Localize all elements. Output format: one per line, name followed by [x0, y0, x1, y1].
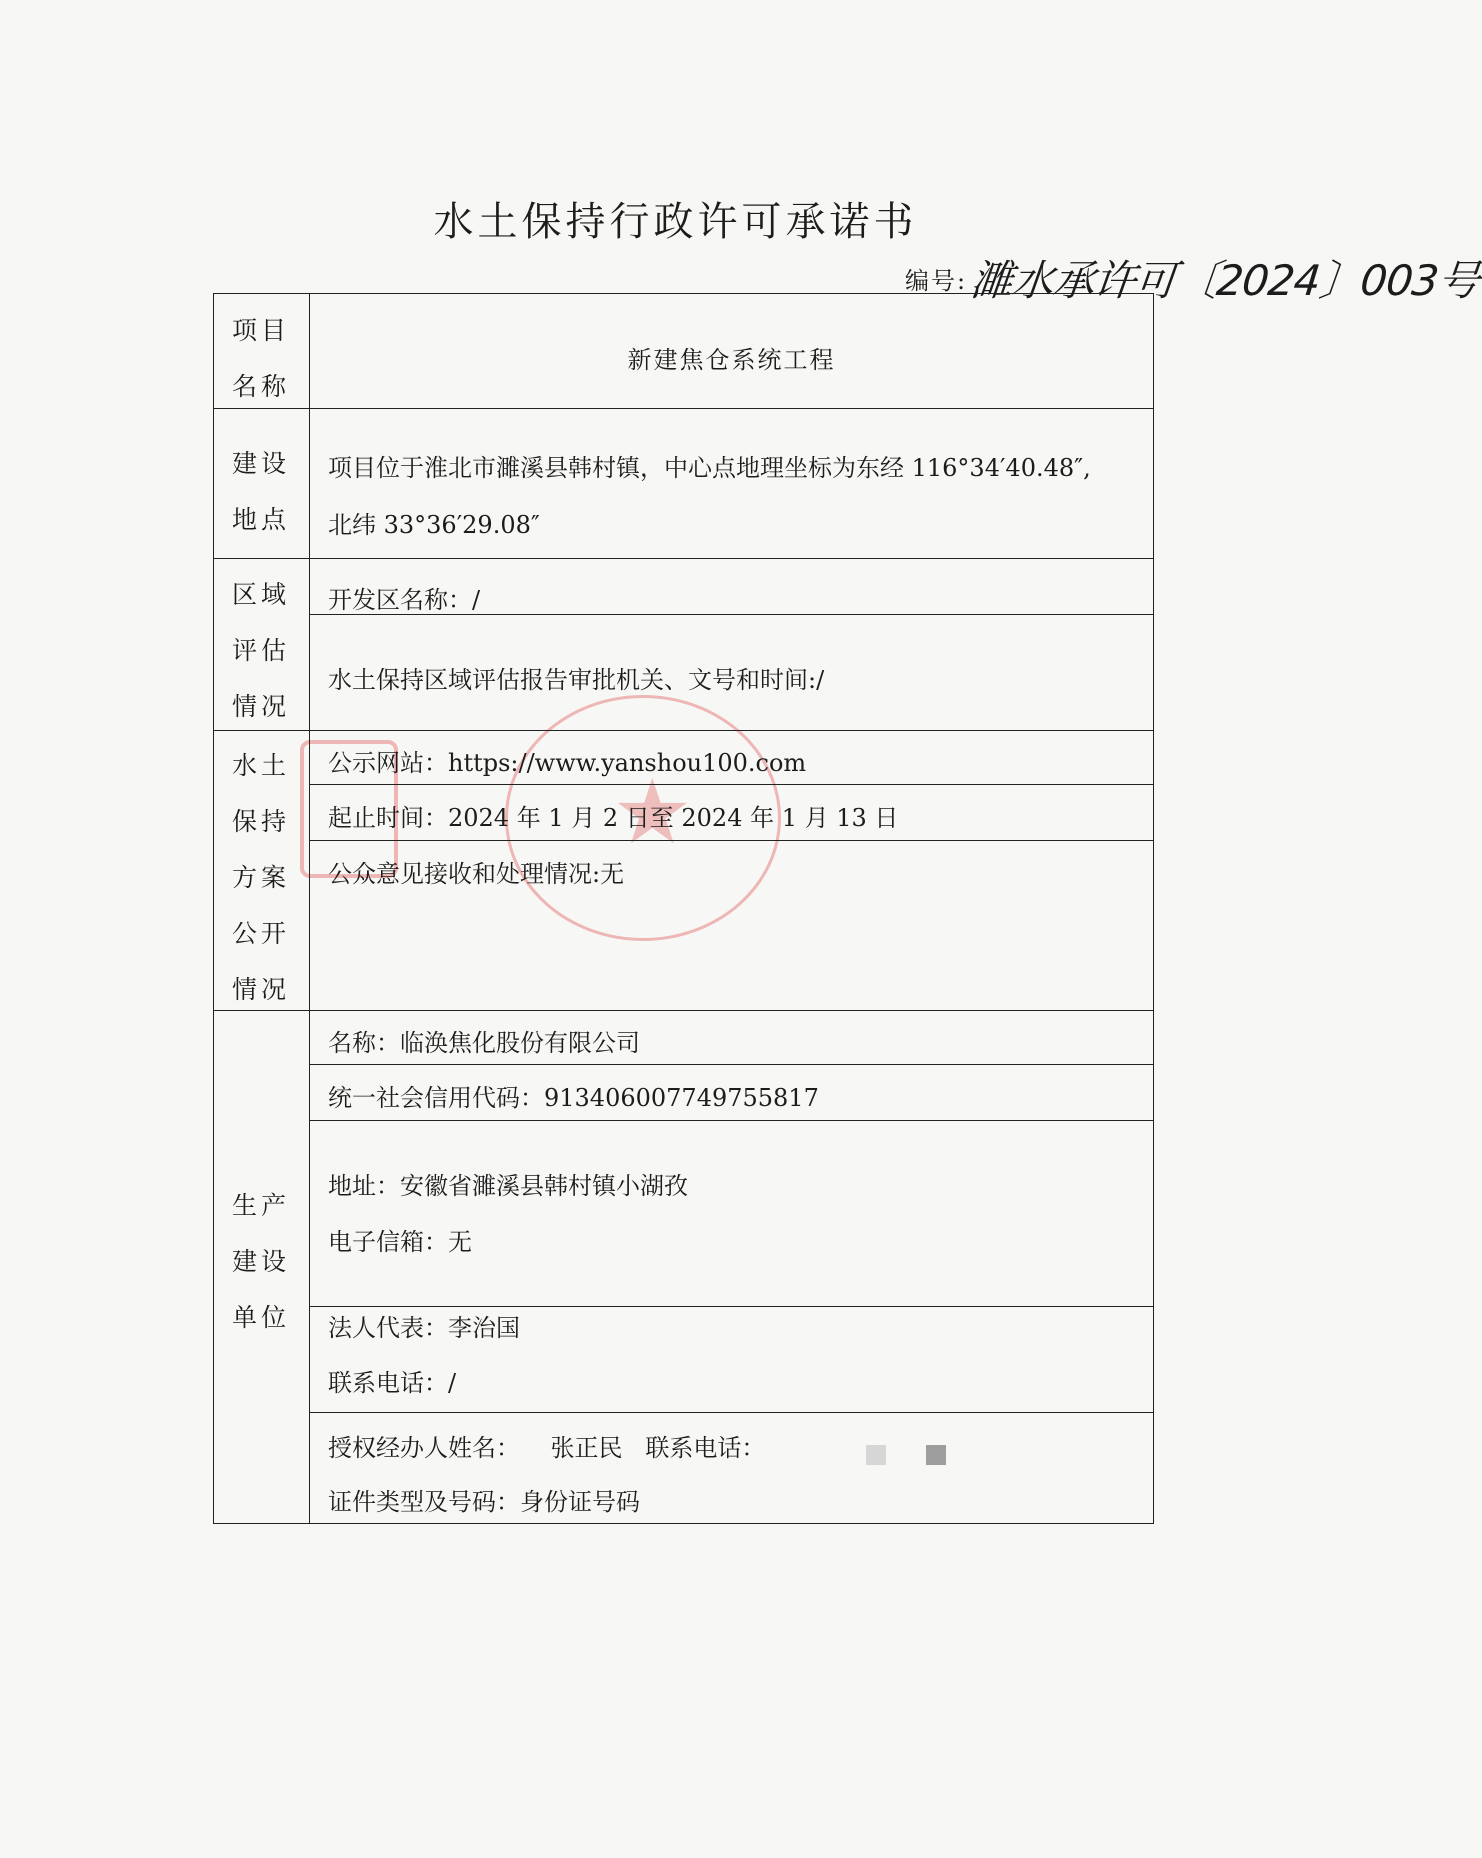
project-name-label: 项目名称: [231, 316, 290, 401]
project-name-value: 新建焦仓系统工程: [627, 346, 836, 374]
unit-phone: 联系电话：/: [328, 1369, 457, 1397]
row-divider: [213, 558, 1154, 559]
public-feedback: 公众意见接收和处理情况:无: [328, 860, 625, 888]
cell-divider: [309, 1120, 1154, 1121]
disclosure-period: 起止时间：2024 年 1 月 2 日至 2024 年 1 月 13 日: [328, 804, 899, 832]
row-divider: [213, 408, 1154, 409]
row-divider: [213, 1010, 1154, 1011]
id-type: 证件类型及号码：身份证号码: [328, 1488, 640, 1516]
redacted-phone-block: [866, 1445, 886, 1465]
cell-divider: [309, 1064, 1154, 1065]
seal-star-icon: ★: [612, 760, 693, 865]
document-number-handwritten: 濉水承许可〔2024〕003号: [968, 256, 1482, 305]
assessment-approval: 水土保持区域评估报告审批机关、文号和时间:/: [328, 666, 825, 694]
location-label: 建设地点: [231, 449, 290, 534]
cell-divider: [309, 784, 1154, 785]
cell-divider: [309, 1412, 1154, 1413]
disclosure-website: 公示网站：https://www.yanshou100.com: [328, 749, 807, 777]
cell-divider: [309, 1306, 1154, 1307]
authorized-agent: 授权经办人姓名： 张正民 联系电话：: [328, 1434, 766, 1462]
location-line1: 项目位于淮北市濉溪县韩村镇，中心点地理坐标为东经 116°34′40.48″,: [328, 454, 1091, 482]
redacted-phone-block: [926, 1445, 946, 1465]
unit-address: 地址：安徽省濉溪县韩村镇小湖孜: [328, 1172, 688, 1200]
document-title: 水土保持行政许可承诺书: [433, 199, 918, 245]
dev-zone-name: 开发区名称：/: [328, 586, 481, 614]
table-column-divider: [309, 293, 310, 1524]
legal-representative: 法人代表：李治国: [328, 1314, 520, 1342]
location-line2: 北纬 33°36′29.08″: [328, 511, 540, 539]
unit-credit-code: 统一社会信用代码：913406007749755817: [328, 1084, 819, 1112]
plan-disclosure-label: 水土保持方案公开情况: [231, 751, 290, 1004]
unit-email: 电子信箱：无: [328, 1228, 472, 1256]
unit-name: 名称：临涣焦化股份有限公司: [328, 1029, 640, 1057]
regional-assessment-label: 区域评估情况: [231, 580, 290, 721]
document-number-label: 编号:: [905, 267, 968, 295]
construction-unit-label: 生产建设单位: [231, 1191, 290, 1332]
row-divider: [213, 730, 1154, 731]
cell-divider: [309, 840, 1154, 841]
